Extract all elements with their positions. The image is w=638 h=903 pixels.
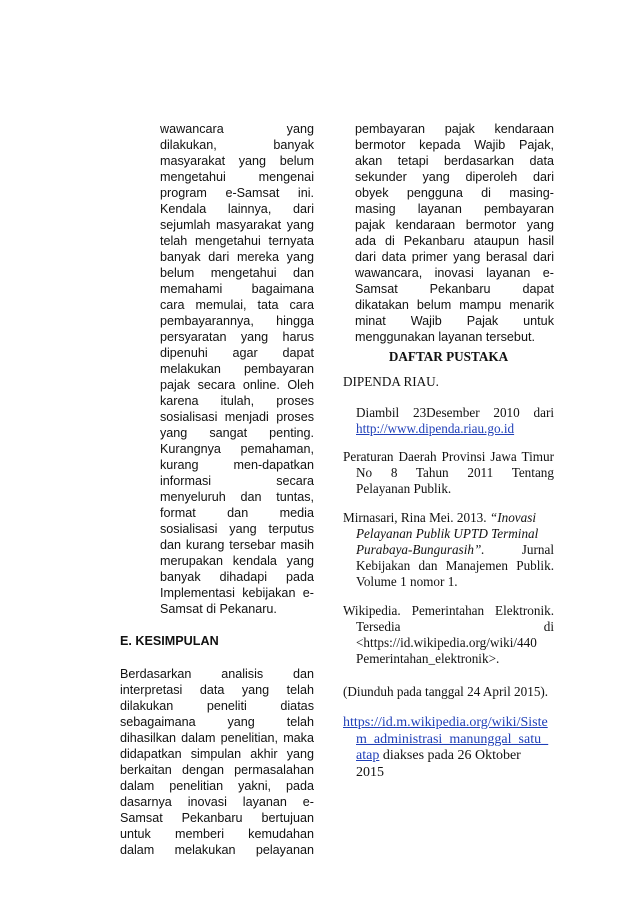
body-line: masyarakat yang belum [160,154,314,168]
body-line: akan tetapi berdasarkan data [355,154,554,168]
reference-line: Diambil 23Desember 2010 dari [356,405,554,420]
body-line: pembayarannya, hingga [160,314,314,328]
body-line: obyek pengguna di masing- [355,186,554,200]
body-line: belum mengetahui dan [160,266,314,280]
body-line: Kurangnya pemahaman, [160,442,314,456]
body-line: berkaitan dengan permasalahan [120,763,314,777]
reference-line: (Diunduh pada tanggal 24 April 2015). [343,684,549,699]
body-line: pajak kendaraan bermotor yang [355,218,554,232]
body-line: Implementasi kebijakan e- [160,586,314,600]
body-line: dihasilkan dalam penelitian, maka [120,731,314,745]
reference-line: DIPENDA RIAU. [343,374,439,389]
reference-line: Volume 1 nomor 1. [356,574,458,589]
reference-link[interactable] [343,714,554,730]
body-line: format dan media [160,506,314,520]
reference-title: Purabaya-Bungurasih”. [356,542,485,557]
reference-line: 2015 [356,765,384,780]
body-line: Berdasarkan analisis dan [120,667,314,681]
body-line: yang sangat penting. [160,426,314,440]
body-line: menyeluruh dan tuntas, [160,490,314,504]
body-line: dari data primer yang berasal dari [355,250,554,264]
wikipedia-url-link[interactable]: m_administrasi_manunggal_satu_ [356,732,549,747]
body-line: telah mengetahui ternyata [160,234,314,248]
body-line: cara memulai, tata cara [160,298,314,312]
reference-line: Tersedia di [356,619,554,634]
body-line: wawancara yang [160,122,314,136]
body-line: memahami bagaimana [160,282,314,296]
body-line: dilakukan peneliti diatas [120,699,314,713]
body-line: bermotor kepada Wajib Pajak, [355,138,554,152]
body-line: pembayaran pajak kendaraan [355,122,554,136]
reference-line: Pemerintahan_elektronik>. [356,651,500,666]
body-line: sosialisasi yang terputus [160,522,314,536]
body-line: dasarnya inovasi layanan e- [120,795,314,809]
body-line: program e-Samsat ini. [160,186,314,200]
reference-title: Pelayanan Publik UPTD Terminal [356,526,539,541]
body-line: dan kurang tersebar masih [160,538,314,552]
body-line: dipenuhi agar dapat [160,346,314,360]
body-line: karena itulah, proses [160,394,314,408]
reference-link[interactable] [356,421,554,437]
body-line: persyaratan yang harus [160,330,314,344]
body-line: didapatkan simpulan akhir yang [120,747,314,761]
body-line: ada di Pekanbaru ataupun hasil [355,234,554,248]
body-line: banyak dari mereka yang [160,250,314,264]
body-line: dilakukan, banyak [160,138,314,152]
reference-access-note: diakses pada 26 Oktober [379,748,521,763]
body-line: merupakan kendala yang [160,554,314,568]
body-line: informasi secara [160,474,314,488]
reference-line: Peraturan Daerah Provinsi Jawa Timur [343,449,554,464]
reference-link[interactable] [356,731,554,747]
dipenda-url-link[interactable]: http://www.dipenda.riau.go.id [356,421,515,436]
body-line: pajak secara online. Oleh [160,378,314,392]
body-line: untuk memberi kemudahan [120,827,314,841]
body-line: interpretasi data yang telah [120,683,314,697]
wikipedia-url-link[interactable]: https://id.m.wikipedia.org/wiki/Siste [343,715,548,730]
body-line: Kendala lainnya, dari [160,202,314,216]
body-line: Samsat di Pekanaru. [160,602,277,616]
body-line: minat Wajib Pajak untuk [355,314,554,328]
reference-line [356,748,554,764]
body-line: Samsat Pekanbaru dapat [355,282,554,296]
body-line: sejumlah masyarakat yang [160,218,314,232]
body-line: melakukan pembayaran [160,362,314,376]
body-line: sekunder yang diperoleh dari [355,170,554,184]
section-heading: E. KESIMPULAN [120,634,219,648]
reference-line: No 8 Tahun 2011 Tentang [356,465,554,480]
bibliography-heading: DAFTAR PUSTAKA [388,349,509,364]
reference-line [343,510,554,526]
body-line: sebagaimana yang telah [120,715,314,729]
body-line: dalam penelitian yakni, pada [120,779,314,793]
wikipedia-url-link[interactable]: atap [356,748,380,763]
reference-line: <https://id.wikipedia.org/wiki/440 [356,635,537,650]
reference-line: Wikipedia. Pemerintahan Elektronik. [343,603,554,618]
reference-author: Mirnasari, Rina Mei. 2013. [343,510,490,525]
body-line: dalam melakukan pelayanan [120,843,314,857]
body-line: Samsat Pekanbaru bertujuan [120,811,314,825]
body-line: sosialisasi menjadi proses [160,410,314,424]
body-line: menggunakan layanan tersebut. [355,330,535,344]
reference-line: Pelayanan Publik. [356,481,452,496]
body-line: banyak dihadapi pada [160,570,314,584]
reference-line: Kebijakan dan Manajemen Publik. [356,558,554,573]
body-line: masing layanan pembayaran [355,202,554,216]
body-line: wawancara, inovasi layanan e- [355,266,554,280]
reference-title: “Inovasi [489,510,537,525]
body-line: kurang men-dapatkan [160,458,314,472]
reference-line [356,542,554,558]
body-line: mengetahui mengenai [160,170,314,184]
body-line: dikatakan belum mampu menarik [355,298,554,312]
reference-journal: Jurnal [521,542,554,557]
